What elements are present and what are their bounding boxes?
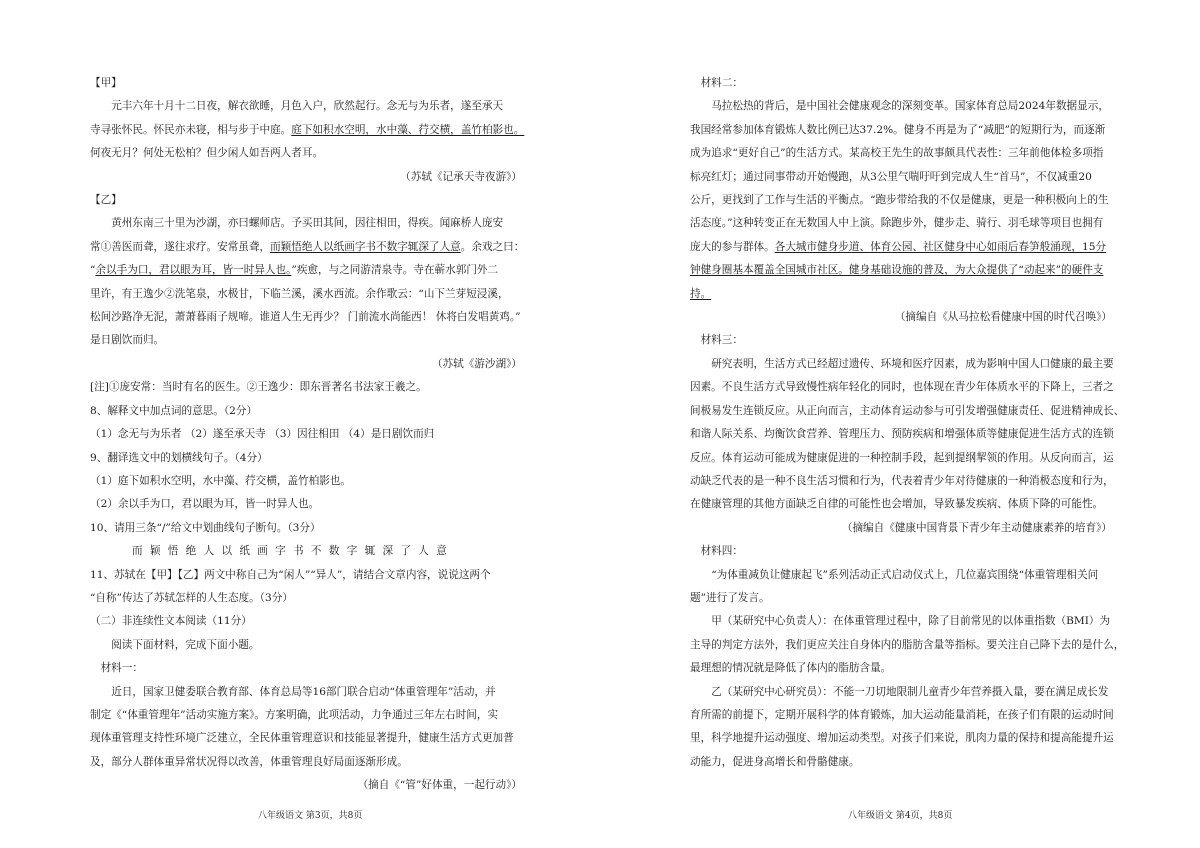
passage-yi-curved-sentence: 而颖悟绝人以纸画字书不数字辄深了人意 xyxy=(270,240,461,253)
material-1-line-1: 近日，国家卫健委联合教育部、体育总局等16部门联合启动“体重管理年”活动，并 xyxy=(111,685,496,698)
material-2-text: 庞大的参与群体。 xyxy=(690,240,775,253)
material-3-line-4: 和谐人际关系、均衡饮食营养、管理压力、预防疾病和增强体质等健康促进生活方式的连锁 xyxy=(690,428,1114,441)
section-2-heading: （二）非连续性文本阅读（11分） xyxy=(90,615,252,628)
material-1-label: 材料一： xyxy=(100,662,143,675)
passage-yi-line-5: 松间沙路净无泥，萧萧暮雨子规啼。谁道人生无再少？ 门前流水尚能西！ 休将白发唱黄鸡。” xyxy=(90,311,521,324)
passage-yi-text: “ xyxy=(90,264,96,277)
material-4-yi-line-1: 乙（某研究中心研究员）：不能一刀切地限制儿童青少年营养摄入量，要在满足成长发 xyxy=(711,685,1109,698)
material-2-line-1: 马拉松热的背后，是中国社会健康观念的深刻变革。国家体育总局2024年数据显示， xyxy=(711,100,1109,113)
passage-yi-line-1: 黄州东南三十里为沙湖，亦曰螺师店。予买田其间，因往相田，得疾。闻麻桥人庞安 xyxy=(111,217,504,230)
material-3-line-2: 因素。不良生活方式导致慢性病年轻化的同时，也体现在青少年体质水平的下降上，三者之 xyxy=(690,381,1114,394)
question-9-item-1: （1）庭下如积水空明，水中藻、荇交横，盖竹柏影也。 xyxy=(90,474,351,487)
material-3-line-3: 间极易发生连锁反应。从正向而言，主动体育运动参与可引发增强健康责任、促进精神成长、 xyxy=(690,404,1125,417)
material-4-line-2: 题”进行了发言。 xyxy=(690,591,770,604)
material-2-line-2: 我国经常参加体育锻炼人数比例已达37.2%。健身不再是为了“减肥”的短期行为，而逐渐 xyxy=(690,123,1106,136)
question-11-line-1: 11、苏轼在【甲】【乙】两文中称自己为“闲人”“异人”，请结合文章内容，说说这两个 xyxy=(90,568,491,581)
page-footer-left: 八年级语文 第3页，共8页 xyxy=(258,811,363,821)
material-2-source: （摘编自《从马拉松看健康中国的时代召唤》） xyxy=(894,311,1112,324)
material-1-source: （摘自《“管”好体重，一起行动》） xyxy=(357,779,522,792)
material-2-label: 材料二： xyxy=(700,77,743,89)
passage-yi-line-2 xyxy=(90,236,525,259)
passage-jia-label: 【甲】 xyxy=(90,77,122,89)
annotation-note: [注]①庞安常：当时有名的医生。②王逸少：即东晋著名书法家王羲之。 xyxy=(90,381,427,394)
material-3-line-6: 动缺乏代表的是一种不良生活习惯和行为，代表着青少年对待健康的一种消极态度和行为， xyxy=(690,474,1114,487)
material-2-underlined-2: 钟健身圈基本覆盖全国城市社区。健身基础设施的普及，为大众提供了“动起来”的硬件支 xyxy=(690,264,1104,277)
passage-jia-line-3: 何夜无月？何处无松柏？但少闲人如吾两人者耳。 xyxy=(90,147,324,160)
material-2-line-4: 标亮红灯；通过同事带动开始慢跑，从3公里气喘吁吁到完成人生“首马”，不仅减重20 xyxy=(690,170,1092,183)
right-page-column xyxy=(690,72,1125,774)
material-4-jia-line-1: 甲（某研究中心负责人）：在体重管理过程中，除了目前常见的以体重指数（BMI）为 xyxy=(711,615,1111,628)
material-2-line-3: 成为追求“更好自己”的生活方式。某高校王先生的故事颇具代表性：三年前他体检多项指 xyxy=(690,147,1104,160)
question-9: 9、翻译选文中的划横线句子。（4分） xyxy=(90,451,268,464)
passage-yi-line-4: 里许，有王逸少②洗笔泉，水极甘，下临兰溪，溪水西流。余作歌云：“山下兰芽短浸溪， xyxy=(90,287,509,300)
question-11-line-2: “自称”传达了苏轼怎样的人生态度。（3分） xyxy=(90,591,293,604)
material-3-label: 材料三： xyxy=(700,334,743,347)
material-4-line-1: “为体重减负让健康起飞”系列活动正式启动仪式上，几位嘉宾围绕“体重管理相关问 xyxy=(711,568,1099,581)
passage-yi-text: 常①善医而聋，遂往求疗。安常虽聋， xyxy=(90,240,271,253)
material-2-underlined-3: 持。 xyxy=(690,287,712,300)
material-4-yi-line-3: 里，科学地提升运动强度、增加运动类型。对孩子们来说，肌肉力量的保持和提高能提升运 xyxy=(690,732,1114,745)
material-2-line-5: 公斤，更找到了工作与生活的平衡点。“跑步带给我的不仅是健康，更是一种积极向上的生 xyxy=(690,194,1109,207)
question-9-item-2: （2）余以手为口，君以眼为耳，皆一时异人也。 xyxy=(90,498,320,511)
question-8-items: （1）念无与为乐者 （2）遂至承天寺 （3）因往相田 （4）是日剧饮而归 xyxy=(90,428,435,441)
material-1-line-2: 制定《“体重管理年”活动实施方案》。方案明确，此项活动，力争通过三年左右时间，实 xyxy=(90,708,499,721)
passage-yi-text: 。余戏之曰： xyxy=(460,240,525,253)
material-4-jia-line-3: 最理想的情况就是降低了体内的脂肪含量。 xyxy=(690,662,892,675)
passage-jia-line-1: 元丰六年十月十二日夜，解衣欲睡，月色入户，欣然起行。念无与为乐者，遂至承天 xyxy=(111,100,504,113)
material-1-line-4: 及，部分人群体重异常状况得以改善，体重管理良好局面逐渐形成。 xyxy=(90,755,408,768)
passage-yi-text: ”疾愈，与之同游清泉寺。寺在蕲水郭门外二 xyxy=(291,264,499,277)
question-8: 8、解释文中加点词的意思。（2分） xyxy=(90,404,258,417)
material-4-yi-line-4: 动能力，促进身高增长和骨骼健康。 xyxy=(690,755,860,768)
material-4-yi-line-2: 育所需的前提下，定期开展科学的体育锻炼，加大运动能量消耗，在孩子们有限的运动时间 xyxy=(690,708,1114,721)
section-2-instruction: 阅读下面材料，完成下面小题。 xyxy=(111,638,260,651)
page-footer-right: 八年级语文 第4页，共8页 xyxy=(848,811,953,821)
passage-yi-line-3 xyxy=(90,259,522,282)
question-10: 10、请用三条“/”给文中划曲线句子断句。（3分） xyxy=(90,521,321,534)
material-1-line-3: 现体重管理支持性环境广泛建立，全民体重管理意识和技能显著提升，健康生活方式更加普 xyxy=(90,732,514,745)
passage-jia-line-2 xyxy=(90,119,525,142)
passage-jia-underlined-sentence: 庭下如积水空明，水中藻、荇交横，盖竹柏影也。 xyxy=(291,123,525,136)
material-4-label: 材料四： xyxy=(700,545,743,558)
material-3-line-5: 反应。体育运动可能成为健康促进的一种控制手段，起到提纲挈领的作用。从反向而言，运 xyxy=(690,451,1114,464)
material-4-jia-line-2: 主导的判定方法外，我们更应关注自身体内的脂肪含量等指标。要关注自己降下去的是什么， xyxy=(690,638,1125,651)
material-3-line-7: 在健康管理的其他方面缺乏自律的可能性也会增加，导致暴发疾病、体质下降的可能性。 xyxy=(690,498,1104,511)
passage-jia-source: （苏轼《记承天寺夜游》） xyxy=(400,170,522,183)
material-3-line-1: 研究表明，生活方式已经超过遗传、环境和医疗因素，成为影响中国人口健康的最主要 xyxy=(711,357,1114,370)
material-2-line-6: 活态度。”这种转变正在无数国人中上演。除跑步外，健步走、骑行、羽毛球等项目也拥有 xyxy=(690,217,1104,230)
question-10-sentence: 而颖悟绝人以纸画字书不数字辄深了人意 xyxy=(132,545,455,558)
passage-yi-line-6: 是日剧饮而归。 xyxy=(90,334,165,347)
material-2-underlined-1: 各大城市健身步道、体育公园、社区健身中心如雨后春笋般涌现，15分 xyxy=(774,240,1107,253)
material-2-line-7 xyxy=(690,236,1112,259)
passage-jia-text: 寺寻张怀民。怀民亦未寝，相与步于中庭。 xyxy=(90,123,292,136)
left-page-column xyxy=(90,72,525,798)
passage-yi-underlined-sentence: 余以手为口，君以眼为耳，皆一时异人也。 xyxy=(95,264,292,277)
passage-yi-label: 【乙】 xyxy=(90,194,122,207)
material-3-source: （摘编自《健康中国背景下青少年主动健康素养的培育》） xyxy=(841,521,1112,534)
passage-yi-source: （苏轼《游沙湖》） xyxy=(431,357,522,370)
